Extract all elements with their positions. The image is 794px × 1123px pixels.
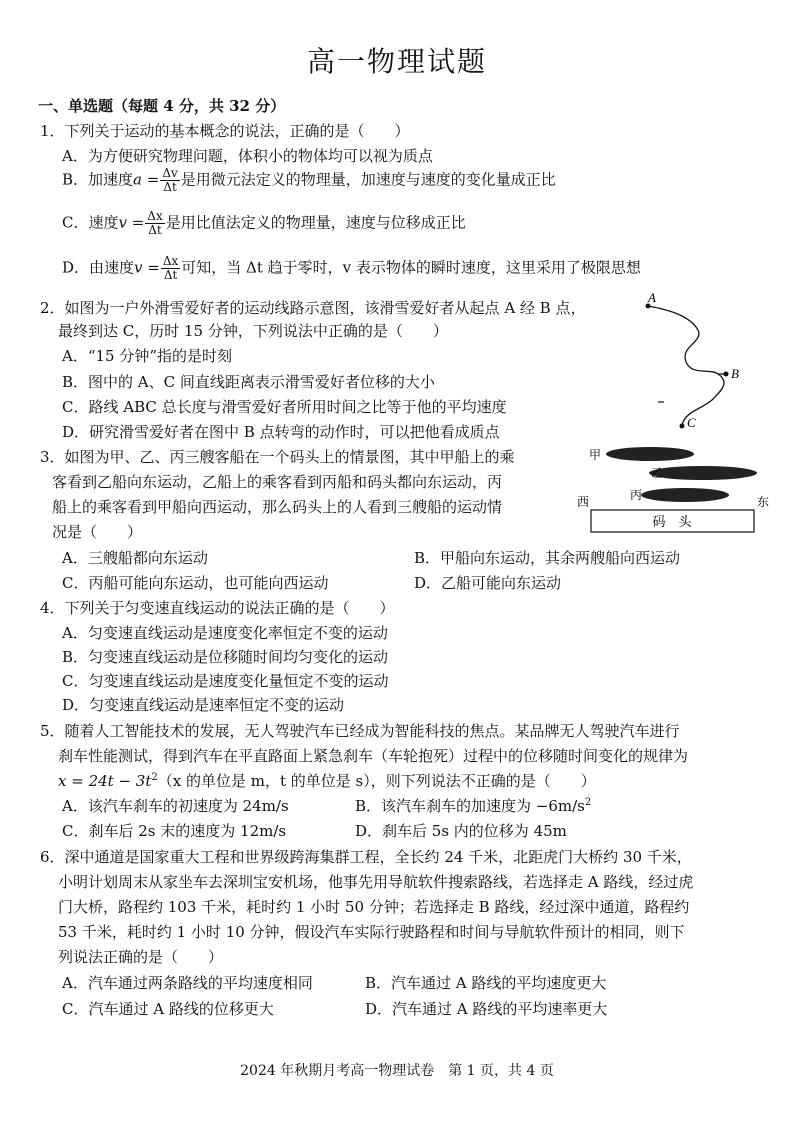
q4-stem: 4．下列关于匀变速直线运动的说法正确的是（ ） — [40, 599, 395, 617]
q4-option-b: B．匀变速直线运动是位移随时间均匀变化的运动 — [62, 648, 389, 666]
q5-equation: x = 24t − 3t — [58, 772, 152, 790]
page-title: 高一物理试题 — [306, 45, 487, 78]
q3-option-b: B．甲船向东运动，其余两艘船向西运动 — [414, 549, 681, 567]
q5-option-c: C．刹车后 2s 末的速度为 12m/s — [62, 822, 287, 840]
boat-yi-label: 乙 — [651, 466, 664, 480]
q1-c-eq: v = — [118, 213, 145, 232]
q6-option-d: D．汽车通过 A 路线的平均速率更大 — [365, 1000, 608, 1018]
q3-option-c: C．丙船可能向东运动，也可能向西运动 — [62, 574, 329, 592]
boat-jia-label: 甲 — [589, 448, 602, 462]
q6-line4: 53 千米，耗时约 1 小时 10 分钟，假设汽车实际行驶路程和时间与导航软件预计的相同，则下 — [58, 923, 685, 941]
point-a-label: A — [648, 290, 656, 305]
q1-d-fraction — [161, 255, 180, 282]
boat-bing — [641, 488, 729, 502]
q1-c-pre: C．速度 — [62, 213, 119, 232]
q3-line2: 客看到乙船向东运动，乙船上的乘客看到丙船和码头都向东运动，丙 — [52, 473, 503, 491]
q1-option-a: A．为方便研究物理问题，体积小的物体均可以视为质点 — [62, 147, 433, 165]
q5-option-b-exp: 2 — [584, 797, 592, 808]
q5-line3 — [58, 770, 596, 791]
q2-option-b: B．图中的 A、C 间直线距离表示滑雪爱好者位移的大小 — [62, 373, 435, 391]
q1-d-pre: D．由速度 — [62, 258, 135, 277]
q1-c-den: Δt — [148, 223, 162, 237]
q1-b-eq: a = — [133, 170, 160, 189]
dock-label: 码 头 — [652, 514, 692, 529]
q5-option-b-text: B．该汽车刹车的加速度为 −6m/s — [355, 797, 585, 815]
q1-c-num: Δx — [147, 209, 163, 223]
q5-option-a: A．该汽车刹车的初速度为 24m/s — [62, 797, 289, 815]
q1-stem: 1．下列关于运动的基本概念的说法，正确的是（ ） — [40, 122, 410, 140]
q1-d-post: 可知，当 Δt 趋于零时，v 表示物体的瞬时速度，这里采用了极限思想 — [181, 258, 641, 277]
q4-option-c: C．匀变速直线运动是速度变化量恒定不变的运动 — [62, 672, 389, 690]
q2-line2: 最终到达 C，历时 15 分钟，下列说法中正确的是（ ） — [58, 322, 448, 340]
ski-route-diagram — [630, 290, 760, 440]
q1-c-fraction — [145, 210, 164, 237]
q5-equation-exp: 2 — [151, 772, 158, 783]
q5-line3-post: （x 的单位是 m，t 的单位是 s），则下列说法不正确的是（ ） — [157, 772, 596, 790]
q6-option-c: C．汽车通过 A 路线的位移更大 — [62, 1000, 274, 1018]
page-footer: 2024 年秋期月考高一物理试卷 第 1 页，共 4 页 — [240, 1063, 554, 1079]
q3-option-a: A．三艘船都向东运动 — [62, 549, 208, 567]
q1-option-c — [62, 210, 466, 237]
q1-c-post: 是用比值法定义的物理量，速度与位移成正比 — [165, 213, 466, 232]
east-label: 东 — [757, 495, 770, 509]
section-heading: 一、单选题（每题 4 分，共 32 分） — [38, 97, 286, 115]
q6-option-a: A．汽车通过两条路线的平均速度相同 — [62, 974, 313, 992]
q6-line3: 门大桥，路程约 103 千米，耗时约 1 小时 50 分钟；若选择走 B 路线，经过深中通道，路程约 — [58, 898, 690, 916]
point-c-dot — [680, 424, 685, 429]
q6-option-b: B．汽车通过 A 路线的平均速度更大 — [365, 974, 607, 992]
q1-option-b — [62, 167, 556, 194]
west-label: 西 — [577, 495, 590, 509]
q1-d-den: Δt — [163, 268, 178, 282]
q2-line1: 2．如图为一户外滑雪爱好者的运动线路示意图，该滑雪爱好者从起点 A 经 B 点， — [40, 299, 586, 317]
q1-b-fraction — [160, 167, 179, 194]
q3-option-d: D．乙船可能向东运动 — [414, 574, 562, 592]
boat-jia — [606, 447, 694, 461]
boat-bing-label: 丙 — [630, 488, 643, 502]
q5-line1: 5．随着人工智能技术的发展，无人驾驶汽车已经成为智能科技的焦点。某品牌无人驾驶汽车进行 — [40, 722, 680, 740]
q1-d-eq: v = — [134, 258, 160, 277]
q5-option-d: D．刹车后 5s 内的位移为 45m — [355, 822, 567, 840]
q5-option-b — [355, 795, 591, 816]
q1-b-pre: B．加速度 — [62, 170, 134, 189]
q3-line1: 3．如图为甲、乙、丙三艘客船在一个码头上的情景图，其中甲船上的乘 — [40, 448, 515, 466]
q1-b-num: Δv — [162, 166, 178, 180]
q2-option-d: D．研究滑雪爱好者在图中 B 点转弯的动作时，可以把他看成质点 — [62, 423, 500, 441]
q2-option-c: C．路线 ABC 总长度与滑雪爱好者所用时间之比等于他的平均速度 — [62, 398, 507, 416]
q1-d-num: Δx — [162, 254, 179, 268]
q4-option-a: A．匀变速直线运动是速度变化率恒定不变的运动 — [62, 624, 388, 642]
q6-line2: 小明计划周末从家坐车去深圳宝安机场，他事先用导航软件搜索路线，若选择走 A 路线，经过虎 — [58, 873, 694, 891]
q2-option-a: A．“15 分钟”指的是时刻 — [62, 347, 233, 365]
q6-line5: 列说法正确的是（ ） — [58, 948, 224, 966]
q3-line4: 况是（ ） — [52, 523, 143, 541]
q5-line2: 刹车性能测试，得到汽车在平直路面上紧急刹车（车轮抱死）过程中的位移随时间变化的规律为 — [58, 747, 689, 765]
q4-option-d: D．匀变速直线运动是速率恒定不变的运动 — [62, 696, 345, 714]
q3-line3: 船上的乘客看到甲船向西运动，那么码头上的人看到三艘船的运动情 — [52, 498, 503, 516]
dock-boats-diagram — [575, 440, 770, 540]
q1-option-d — [62, 255, 641, 282]
q1-b-post: 是用微元法定义的物理量，加速度与速度的变化量成正比 — [180, 170, 556, 189]
boat-yi — [649, 466, 757, 480]
point-b-label: B — [731, 366, 739, 381]
point-c-label: C — [687, 415, 696, 430]
q1-b-den: Δt — [163, 180, 177, 194]
ski-route-path — [648, 306, 724, 426]
q6-line1: 6．深中通道是国家重大工程和世界级跨海集群工程，全长约 24 千米，北距虎门大桥约 30 千米， — [40, 848, 692, 866]
